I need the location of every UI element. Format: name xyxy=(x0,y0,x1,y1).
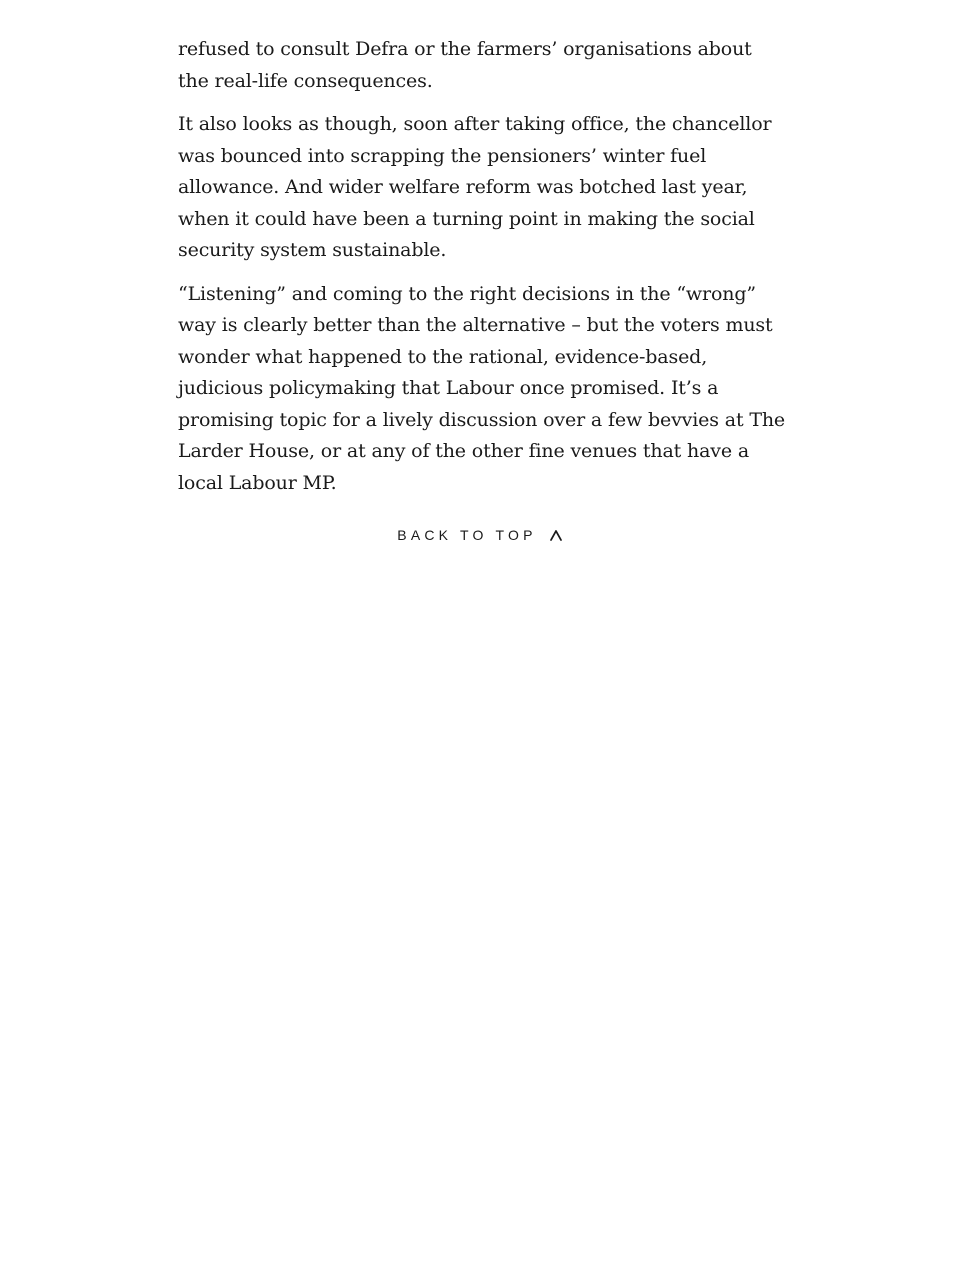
back-to-top-label: BACK TO TOP xyxy=(397,527,537,544)
article-paragraph-3: “Listening” and coming to the right decisions in the “wrong” way is clearly better than the alternative – but the voters must wonder what happened to the rational, evidence-based, judicious policymaking that Labour once promised. It’s a promising topic for a lively discussion over a few bevvies at The Larder House, or at any of the other fine venues that have a local Labour MP. xyxy=(178,282,786,494)
chevron-up-icon xyxy=(549,528,563,542)
back-to-top-link[interactable] xyxy=(0,522,960,547)
article-body xyxy=(178,34,788,511)
article-paragraph-1: refused to consult Defra or the farmers’ organisations about the real-life consequences. xyxy=(178,38,752,92)
article-paragraph-2: It also looks as though, soon after taking office, the chancellor was bounced into scrapping the pensioners’ winter fuel allowance. And wider welfare reform was botched last year, when it could have been a turning point in making the social security system sustainable. xyxy=(178,113,772,261)
